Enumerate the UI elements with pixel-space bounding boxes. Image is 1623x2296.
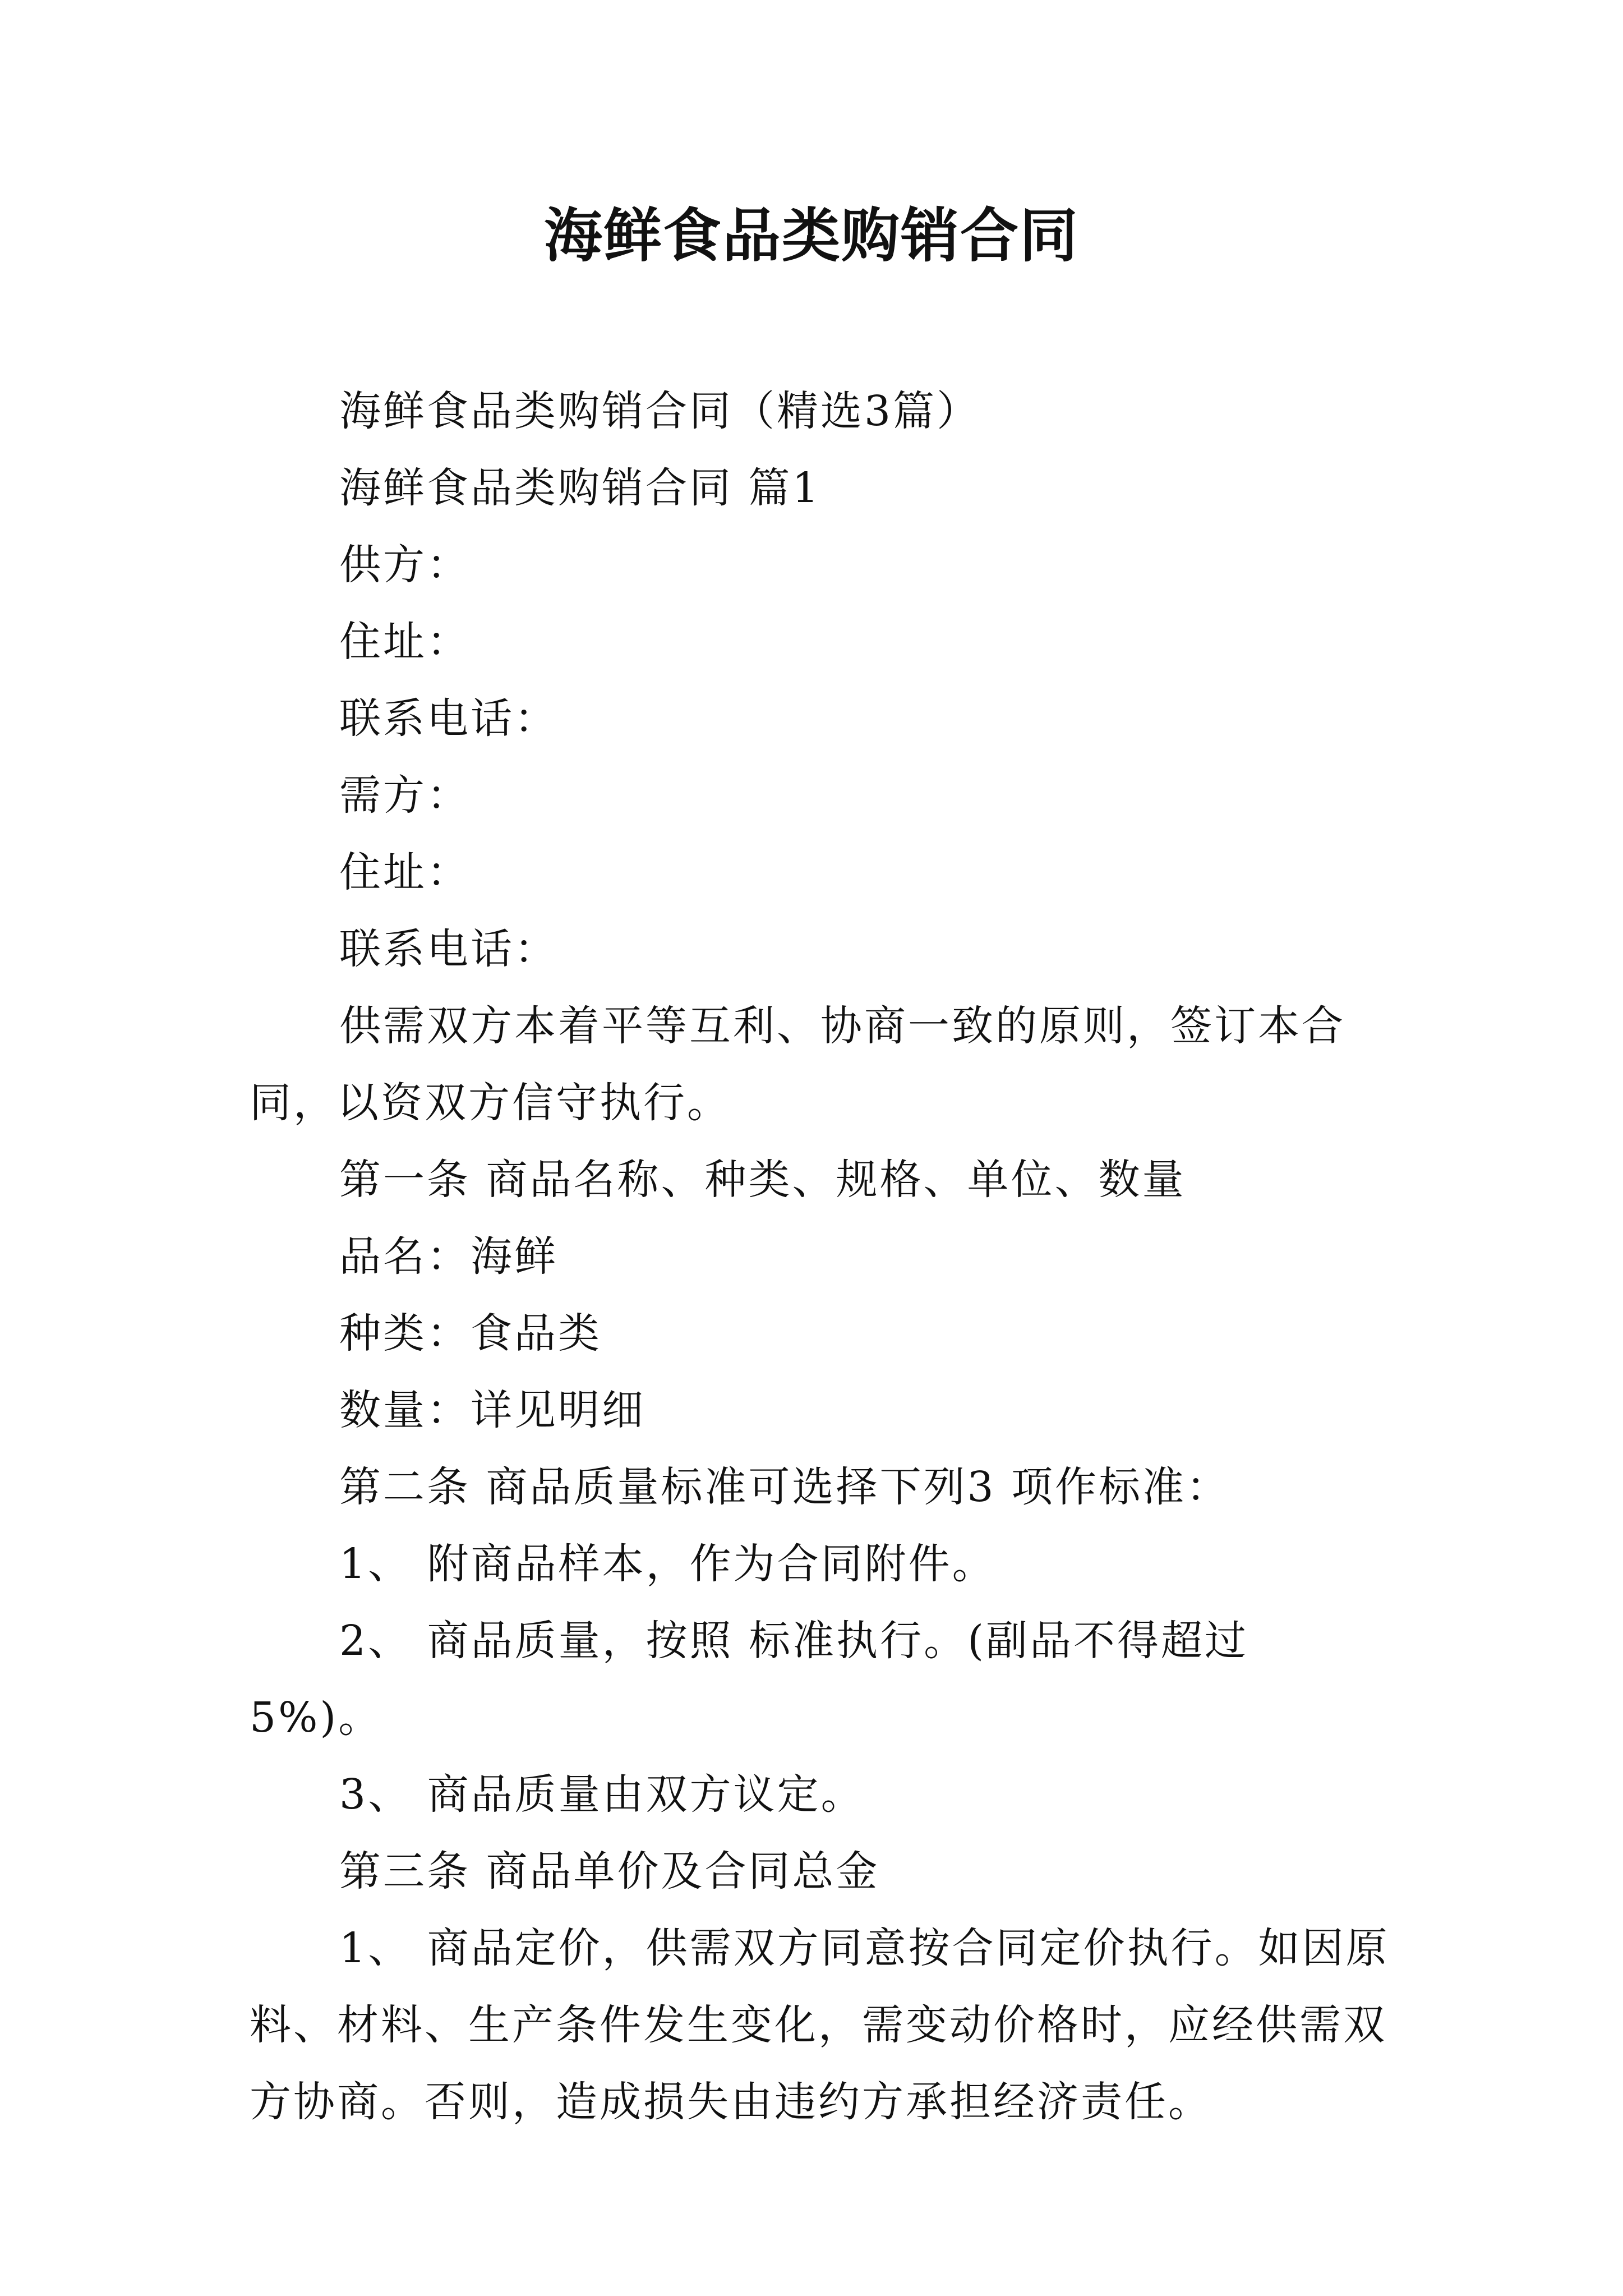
paragraph-quantity: 数量：详见明细 [339, 1386, 645, 1434]
paragraph-article-3: 第三条 商品单价及合同总金 [339, 1847, 880, 1895]
document-title: 海鲜食品类购销合同 [543, 201, 1079, 270]
paragraph-part-heading: 海鲜食品类购销合同 篇1 [339, 464, 821, 512]
paragraph-buyer-address: 住址： [339, 848, 471, 896]
paragraph-quality-2: 2、 商品质量，按照 标准执行。(副品不得超过 5%)。 [250, 1617, 1264, 1742]
paragraph-product-type: 种类：食品类 [339, 1309, 602, 1358]
paragraph-buyer-phone: 联系电话： [339, 925, 558, 973]
paragraph-intro: 供需双方本着平等互利、协商一致的原则，签订本合同，以资双方信守执行。 [250, 1002, 1345, 1127]
document-body [250, 373, 1394, 2141]
paragraph-buyer: 需方： [339, 771, 471, 820]
paragraph-quality-1: 1、 附商品样本，作为合同附件。 [339, 1540, 996, 1588]
paragraph-product-name: 品名：海鲜 [339, 1232, 558, 1281]
paragraph-supplier-phone: 联系电话： [339, 694, 558, 743]
paragraph-pricing: 1、 商品定价，供需双方同意按合同定价执行。如因原料、材料、生产条件发生变化，需变动价格时，应经供需双方协商。否则，造成损失由违约方承担经济责任。 [250, 1924, 1390, 2126]
paragraph-supplier: 供方： [339, 541, 471, 589]
paragraph-supplier-address: 住址： [339, 618, 471, 666]
paragraph-quality-3: 3、 商品质量由双方议定。 [339, 1770, 865, 1819]
paragraph-article-2: 第二条 商品质量标准可选择下列3 项作标准： [339, 1463, 1230, 1511]
paragraph-subtitle: 海鲜食品类购销合同（精选3篇） [339, 387, 981, 435]
paragraph-article-1: 第一条 商品名称、种类、规格、单位、数量 [339, 1156, 1186, 1204]
